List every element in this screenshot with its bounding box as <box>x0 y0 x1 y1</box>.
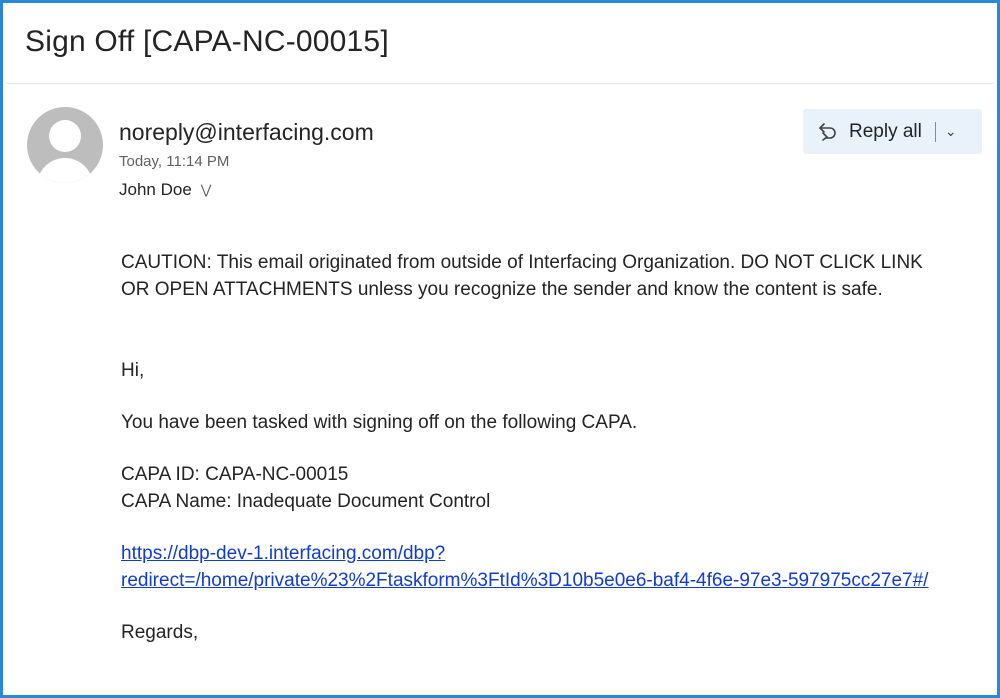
task-text: You have been tasked with signing off on the following CAPA. <box>121 412 638 433</box>
sender-avatar[interactable] <box>27 107 103 183</box>
sender-address[interactable]: noreply@interfacing.com <box>119 119 374 145</box>
expand-recipients-icon[interactable]: ⋁ <box>200 182 212 197</box>
avatar-head-shape <box>49 120 81 152</box>
caution-text-line2: OR OPEN ATTACHMENTS unless you recognize the sender and know the content is safe. <box>121 279 883 300</box>
recipient-name[interactable]: John Doe <box>119 180 192 199</box>
recipients-line[interactable] <box>119 180 211 200</box>
reply-all-button[interactable] <box>803 109 982 154</box>
reply-split-divider <box>935 122 936 142</box>
taskform-link-line2[interactable]: redirect=/home/private%23%2Ftaskform%3FtId%3D10b5e0e6-baf4-4f6e-97e3-597975cc27e7#/ <box>121 570 929 591</box>
taskform-link-line1[interactable]: https://dbp-dev-1.interfacing.com/dbp? <box>121 543 446 564</box>
reply-all-label: Reply all <box>849 120 922 142</box>
regards: Regards, <box>121 622 199 643</box>
capa-id: CAPA ID: CAPA-NC-00015 <box>121 464 349 485</box>
email-body <box>121 249 991 646</box>
email-subject: Sign Off [CAPA-NC-00015] <box>25 25 389 58</box>
capa-name: CAPA Name: Inadequate Document Control <box>121 491 491 512</box>
sent-time: Today, 11:14 PM <box>119 153 230 170</box>
header-divider <box>6 83 994 84</box>
caution-text-line1: CAUTION: This email originated from outside of Interfacing Organization. DO NOT CLICK LINK <box>121 252 923 273</box>
chevron-down-icon[interactable]: ⌄ <box>944 123 957 139</box>
avatar-body-shape <box>37 158 93 183</box>
reply-all-icon <box>817 121 837 143</box>
greeting: Hi, <box>121 360 145 381</box>
